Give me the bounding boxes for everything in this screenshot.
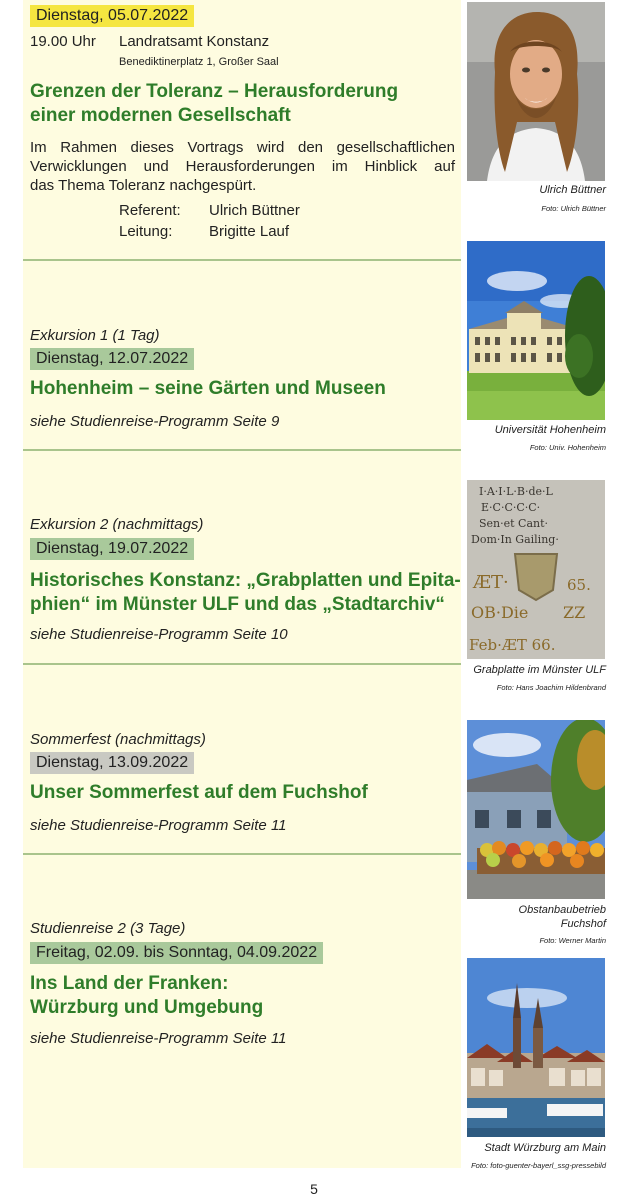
lead-name: Brigitte Lauf xyxy=(209,223,290,240)
event-venue: Landratsamt Konstanz xyxy=(119,33,270,50)
event-date-badge: Dienstag, 13.09.2022 xyxy=(30,752,194,774)
inscription-line: 65. xyxy=(567,576,591,594)
program-reference: siehe Studienreise-Programm Seite 11 xyxy=(30,1030,287,1047)
grave-slab-photo xyxy=(467,480,605,659)
event-kicker: Studienreise 2 (3 Tage) xyxy=(30,920,186,937)
speaker-name: Ulrich Büttner xyxy=(209,202,300,219)
program-reference: siehe Studienreise-Programm Seite 11 xyxy=(30,817,287,834)
caption-line: Obstanbaubetrieb xyxy=(518,904,606,916)
event-date-badge: Dienstag, 19.07.2022 xyxy=(30,538,194,560)
photo-credit: Foto: Werner Martin xyxy=(539,936,606,945)
event-title-line: Historisches Konstanz: „Grabplatten und Epita- xyxy=(30,570,461,591)
lead-label: Leitung: xyxy=(119,223,173,240)
section-separator xyxy=(23,449,461,451)
event-title: Hohenheim – seine Gärten und Museen xyxy=(30,378,386,399)
event-title xyxy=(30,569,461,617)
event-kicker: Exkursion 1 (1 Tag) xyxy=(30,327,160,344)
event-kicker: Exkursion 2 (nachmittags) xyxy=(30,516,204,533)
event-date-badge: Freitag, 02.09. bis Sonntag, 04.09.2022 xyxy=(30,942,323,964)
program-reference: siehe Studienreise-Programm Seite 9 xyxy=(30,413,280,430)
photo-caption xyxy=(519,903,606,931)
inscription-line: Sen·et Cant· xyxy=(479,517,549,530)
section-separator xyxy=(23,663,461,665)
section-separator xyxy=(23,853,461,855)
description-line: Im Rahmen dieses Vortrags wird den gesellschaftlichen xyxy=(30,139,455,156)
event-address: Benediktinerplatz 1, Großer Saal xyxy=(119,56,279,68)
description-line: Verwicklungen und Herausforderungen im Hinblick auf xyxy=(30,158,455,175)
description-line: das Thema Toleranz nachgespürt. xyxy=(30,177,257,194)
event-time: 19.00 Uhr xyxy=(30,33,96,50)
event-kicker: Sommerfest (nachmittags) xyxy=(30,731,206,748)
photo-credit: Foto: Ulrich Büttner xyxy=(541,204,606,213)
farm-shop-photo xyxy=(467,720,605,899)
event-date-badge: Dienstag, 05.07.2022 xyxy=(30,5,194,27)
palace-photo xyxy=(467,241,605,420)
event-title xyxy=(30,80,455,128)
photo-credit: Foto: Hans Joachim Hildenbrand xyxy=(496,683,606,692)
caption-line: Fuchshof xyxy=(560,918,606,930)
photo-credit: Foto: foto-guenter-bayerl_ssg-pressebild xyxy=(471,1161,606,1170)
photo-credit: Foto: Univ. Hohenheim xyxy=(529,443,606,452)
photo-caption: Stadt Würzburg am Main xyxy=(484,1142,606,1154)
event-title: Unser Sommerfest auf dem Fuchshof xyxy=(30,782,368,803)
inscription-line: Feb·ÆT 66. xyxy=(469,636,556,654)
event-title-line: einer modernen Gesellschaft xyxy=(30,105,291,126)
inscription-line: ÆT· xyxy=(473,572,509,593)
section-separator xyxy=(23,259,461,261)
event-title-line: Würzburg und Umgebung xyxy=(30,997,264,1018)
event-title-line: Ins Land der Franken: xyxy=(30,973,229,994)
page-number: 5 xyxy=(310,1181,318,1197)
city-photo xyxy=(467,958,605,1137)
event-date-badge: Dienstag, 12.07.2022 xyxy=(30,348,194,370)
portrait-photo xyxy=(467,2,605,181)
event-description xyxy=(30,138,455,195)
inscription-line: I·A·I·L·B·de·L xyxy=(479,485,553,498)
inscription-line: E·C·C·C·C· xyxy=(481,501,541,514)
event-title-line: phien“ im Münster ULF und das „Stadtarchiv“ xyxy=(30,594,445,615)
photo-caption: Universität Hohenheim xyxy=(494,424,606,436)
program-reference: siehe Studienreise-Programm Seite 10 xyxy=(30,626,288,643)
inscription-line: ZZ xyxy=(563,603,586,622)
event-title-line: Grenzen der Toleranz – Herausforderung xyxy=(30,81,399,102)
speaker-label: Referent: xyxy=(119,202,181,219)
event-title xyxy=(30,972,455,1020)
inscription-line: Dom·In Gailing· xyxy=(471,533,559,546)
photo-caption: Grabplatte im Münster ULF xyxy=(473,664,606,676)
photo-caption: Ulrich Büttner xyxy=(539,184,606,196)
inscription-line: OB·Die xyxy=(471,603,529,622)
